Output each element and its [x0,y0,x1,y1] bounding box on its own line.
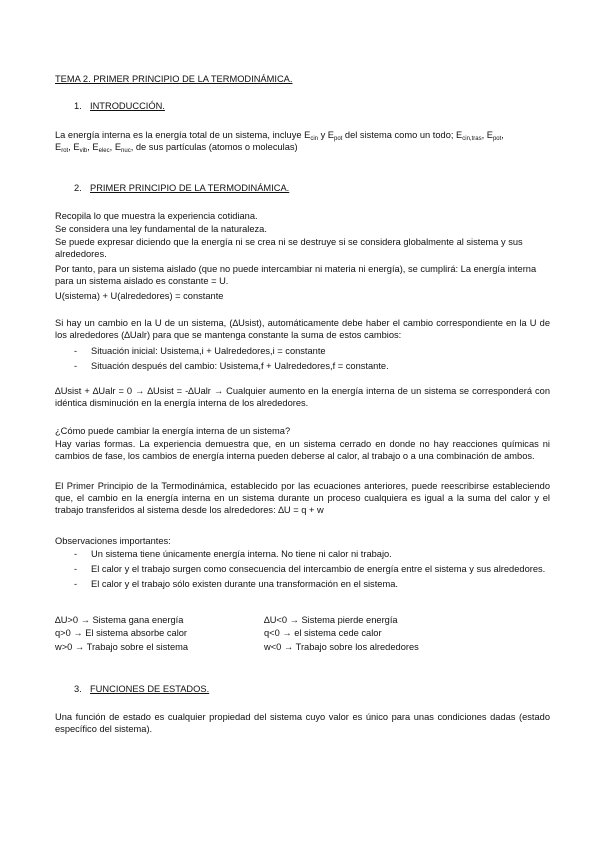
intro-text-f: E [55,142,62,152]
section-3-title: FUNCIONES DE ESTADOS. [90,684,210,694]
bullet-text: Situación después del cambio: Usistema,f + Ualrededores,f = constante. [91,361,389,371]
sub-rot: rot [61,148,69,154]
line-ley-fundamental: Se considera una ley fundamental de la naturaleza. [55,224,267,234]
bullet-item [55,578,550,590]
sub-pot: pot [334,136,343,142]
bullet-item [55,548,550,560]
intro-text-d: , E [481,130,493,140]
line-sistema-aislado: Por tanto, para un sistema aislado (que no puede intercambiar ni materia ni energía), se cumplirá: La energía interna para un sistema aislado es constante = U. [55,264,537,286]
line-expresar: Se puede expresar diciendo que la energía ni se crea ni se destruye si se considera globalmente al sistema y sus alrededores. [55,237,523,259]
document-title: TEMA 2. PRIMER PRINCIPIO DE LA TERMODINÁMICA. [55,74,293,84]
paragraph-funcion-estado: Una función de estado es cualquier propiedad del sistema cuyo valor es único para unas condiciones dadas (estado específico del sistema). [55,712,550,734]
intro-text-e: , [501,130,504,140]
question-como-cambiar: ¿Cómo puede cambiar la energía interna de un sistema? [55,426,291,436]
bullet-text: Un sistema tiene únicamente energía interna. No tiene ni calor ni trabajo. [91,549,392,559]
paragraph-varias-formas: Hay varias formas. La experiencia demuestra que, en un sistema cerrado en donde no hay reacciones químicas ni cambios de fase, los cambios de energía interna pueden deberse al calor, al trabajo o a una combinación de ambos. [55,439,550,461]
sign-w-negative: w<0 → Trabajo sobre los alrededores [264,642,419,652]
section-3-heading [0,683,600,695]
bullet-list-observaciones [55,548,550,590]
paragraph-cambio-u: Si hay un cambio en la U de un sistema, (∆Usist), automáticamente debe haber el cambio correspondiente en la U de los alrededores (∆Ualr) para que se mantenga constante la suma de estos cambios: [55,318,550,340]
bullet-item [55,563,550,575]
intro-text-h: , E [87,142,99,152]
sub-cintras: cin,tras [462,136,482,142]
sub-nuc: nuc [121,148,131,154]
bullet-text: Situación inicial: Usistema,i + Ualrededores,i = constante [91,346,326,356]
section-2-heading [0,182,600,194]
bullet-item [55,360,550,372]
sign-delta-u-positive: ∆U>0 → Sistema gana energía [55,615,184,625]
dash-marker: - [74,346,78,356]
intro-text-b: y E [317,130,334,140]
sign-delta-u-negative: ∆U<0 → Sistema pierde energía [264,615,398,625]
observaciones-title: Observaciones importantes: [55,536,171,546]
intro-text-g: , E [68,142,80,152]
bullet-text: El calor y el trabajo sólo existen durante una transformación en el sistema. [91,579,398,589]
dash-marker: - [74,564,78,574]
sign-w-positive: w>0 → Trabajo sobre el sistema [55,642,189,652]
bullet-list-situaciones [55,345,550,372]
intro-text-c: del sistema como un todo; E [342,130,463,140]
paragraph-delta-u: ∆Usist + ∆Ualr = 0 → ∆Usist = -∆Ualr → Cualquier aumento en la energía interna de un sistema se corresponderá con idéntica disminución en la energía interna de los alrededores. [55,386,550,408]
section-1-title: INTRODUCCIÓN. [90,101,165,111]
sub-cin: cin [310,136,318,142]
line-recopila: Recopila lo que muestra la experiencia cotidiana. [55,211,258,221]
intro-text-a: La energía interna es la energía total de un sistema, incluye E [55,130,311,140]
section-2-title: PRIMER PRINCIPIO DE LA TERMODINÁMICA. [90,183,290,193]
paragraph-primer-principio: El Primer Principio de la Termodinámica, establecido por las ecuaciones anteriores, puede reescribirse estableciendo que, el cambio en la energía interna en un sistema durante un proceso cualquiera es igual a la suma del calor y el trabajo transferidos al sistema desde los alrededores: ∆U = q + w [55,481,550,515]
bullet-item [55,345,550,357]
section-1-paragraph [55,129,550,153]
section-1-heading [0,100,600,112]
section-2-number: 2. [74,183,82,193]
dash-marker: - [74,579,78,589]
dash-marker: - [74,549,78,559]
sign-q-positive: q>0 → El sistema absorbe calor [55,628,188,638]
equation-u-constante: U(sistema) + U(alrededores) = constante [55,291,224,301]
section-1-number: 1. [74,101,82,111]
sign-q-negative: q<0 → el sistema cede calor [264,628,382,638]
intro-text-j: , de sus partículas (atomos o moleculas) [130,142,298,152]
section-3-number: 3. [74,684,82,694]
sub-vib: vib [79,148,88,154]
sub-pot-2: pot [492,136,502,142]
intro-text-i: , E [109,142,122,152]
sub-elec: elec [98,148,110,154]
dash-marker: - [74,361,78,371]
bullet-text: El calor y el trabajo surgen como consecuencia del intercambio de energía entre el sistema y sus alrededores. [91,564,546,574]
